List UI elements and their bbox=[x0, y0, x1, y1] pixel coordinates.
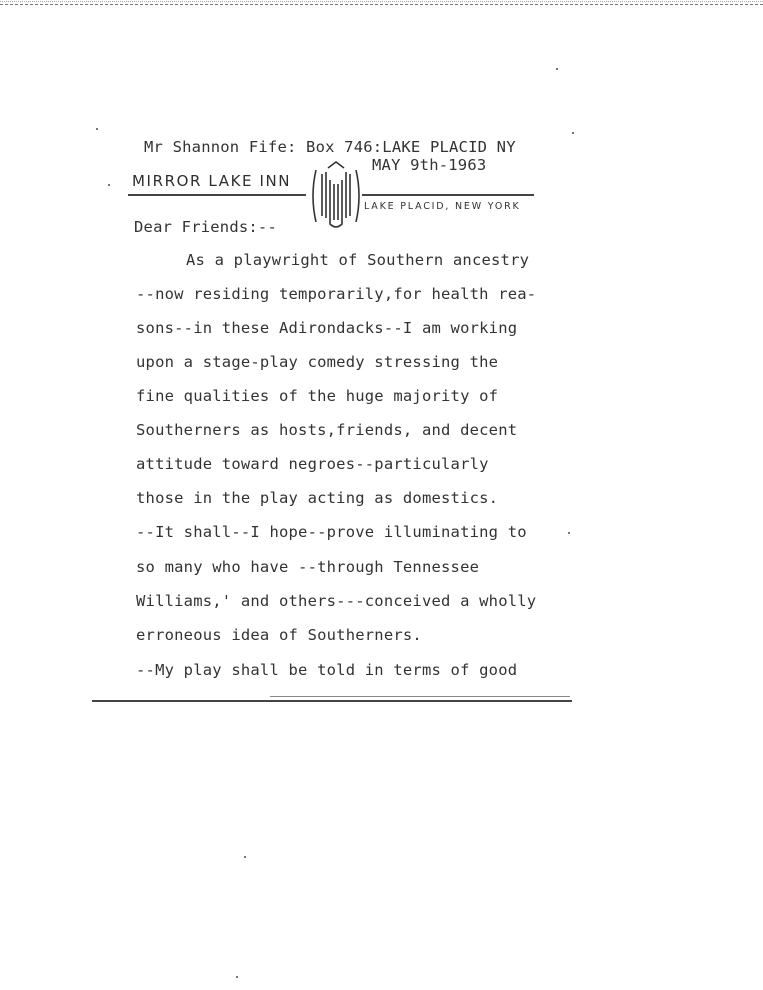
letter-line: fine qualities of the huge majority of bbox=[136, 387, 499, 405]
letter-line: --now residing temporarily,for health rea- bbox=[136, 285, 537, 303]
letter-line: As a playwright of Southern ancestry bbox=[186, 251, 530, 269]
letter-line: attitude toward negroes--particularly bbox=[136, 455, 489, 473]
paper-speck bbox=[572, 132, 574, 134]
bottom-rule-faint bbox=[270, 696, 570, 697]
letter-line: --It shall--I hope--prove illuminating to bbox=[136, 523, 527, 541]
letterhead-rule-right bbox=[362, 194, 534, 196]
letter-line: --My play shall be told in terms of good bbox=[136, 661, 518, 679]
inn-name: MIRROR LAKE INN bbox=[132, 172, 292, 190]
letter-line: so many who have --through Tennessee bbox=[136, 558, 480, 576]
paper-speck bbox=[236, 976, 238, 978]
top-edge-dashes bbox=[0, 4, 763, 5]
letter-line: upon a stage-play comedy stressing the bbox=[136, 353, 499, 371]
paper-speck bbox=[568, 532, 570, 534]
letter-line: erroneous idea of Southerners. bbox=[136, 626, 422, 644]
letter-line: Southerners as hosts,friends, and decent bbox=[136, 421, 518, 439]
letter-line: those in the play acting as domestics. bbox=[136, 489, 499, 507]
letter-line: sons--in these Adirondacks--I am working bbox=[136, 319, 518, 337]
paper-speck bbox=[96, 128, 98, 130]
paper-speck bbox=[244, 856, 246, 858]
bottom-rule bbox=[92, 700, 572, 702]
top-edge-dots bbox=[0, 1, 763, 2]
letter-line: Williams,' and others---conceived a wholly bbox=[136, 592, 537, 610]
salutation: Dear Friends:-- bbox=[134, 218, 277, 236]
letterhead-rule-left bbox=[128, 194, 306, 196]
inn-location: LAKE PLACID, NEW YORK bbox=[364, 201, 521, 212]
paper-speck bbox=[556, 68, 558, 70]
mli-monogram-logo-icon bbox=[308, 160, 364, 232]
paper-speck bbox=[108, 184, 110, 186]
letter-date: MAY 9th-1963 bbox=[372, 156, 487, 174]
sender-line: Mr Shannon Fife: Box 746:LAKE PLACID NY bbox=[144, 138, 516, 156]
